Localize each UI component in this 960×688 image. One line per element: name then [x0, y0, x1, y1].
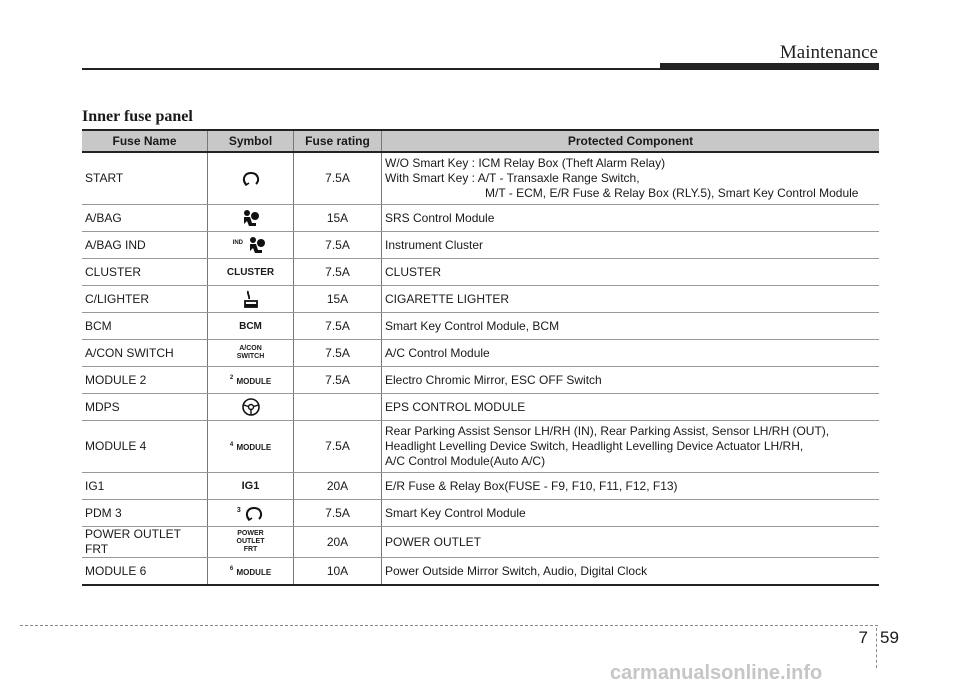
table-row [82, 152, 879, 205]
table-row [82, 527, 879, 558]
column-header: Fuse Name [82, 130, 208, 152]
protected-component: E/R Fuse & Relay Box(FUSE - F9, F10, F11, F12, F13) [382, 473, 880, 500]
symbol-label: MODULE [236, 567, 272, 577]
protected-component: Electro Chromic Mirror, ESC OFF Switch [382, 367, 880, 394]
symbol-label: BCM [239, 320, 262, 332]
fuse-rating: 7.5A [294, 232, 382, 259]
fuse-name: START [82, 152, 208, 205]
component-line: W/O Smart Key : ICM Relay Box (Theft Alarm Relay) [385, 156, 666, 170]
fuse-symbol [208, 500, 294, 527]
header-rule [82, 68, 662, 70]
symbol-label-stack [237, 345, 265, 361]
fuse-symbol [208, 394, 294, 421]
footer-divider [20, 625, 878, 626]
symbol-superscript: 4 [229, 441, 234, 448]
fuse-rating: 20A [294, 473, 382, 500]
fuse-name: MODULE 6 [82, 558, 208, 586]
fuse-rating: 10A [294, 558, 382, 586]
protected-component: CLUSTER [382, 259, 880, 286]
fuse-rating: 7.5A [294, 500, 382, 527]
fuse-symbol [208, 340, 294, 367]
table-row [82, 232, 879, 259]
protected-component: SRS Control Module [382, 205, 880, 232]
symbol-label-stack [237, 530, 265, 554]
fuse-symbol [208, 205, 294, 232]
fuse-symbol [208, 421, 294, 473]
symbol-superscript: 6 [229, 566, 234, 573]
start-key-icon [241, 170, 261, 188]
fuse-symbol [208, 527, 294, 558]
fuse-name: PDM 3 [82, 500, 208, 527]
symbol-label: MODULE [236, 376, 272, 386]
header-rule-thick [660, 63, 879, 70]
fuse-name: A/BAG [82, 205, 208, 232]
fuse-name: CLUSTER [82, 259, 208, 286]
fuse-rating: 7.5A [294, 367, 382, 394]
table-row [82, 367, 879, 394]
fuse-symbol [208, 152, 294, 205]
table-row [82, 421, 879, 473]
chapter-number: 7 [858, 628, 868, 647]
section-title: Inner fuse panel [82, 108, 193, 125]
symbol-superscript: 2 [229, 375, 234, 382]
fuse-name: BCM [82, 313, 208, 340]
symbol-label: CLUSTER [226, 266, 275, 278]
fuse-rating: 7.5A [294, 340, 382, 367]
watermark: carmanualsonline.info [610, 662, 823, 684]
column-header: Fuse rating [294, 130, 382, 152]
component-line: M/T - ECM, E/R Fuse & Relay Box (RLY.5), Smart Key Control Module [485, 186, 859, 200]
airbag-ind-icon [246, 236, 268, 254]
fuse-name: A/BAG IND [82, 232, 208, 259]
fuse-symbol [208, 313, 294, 340]
fuse-rating: 15A [294, 205, 382, 232]
column-header: Protected Component [382, 130, 880, 152]
fuse-symbol [208, 232, 294, 259]
fuse-name: A/CON SWITCH [82, 340, 208, 367]
fuse-rating: 7.5A [294, 152, 382, 205]
component-line: Rear Parking Assist Sensor LH/RH (IN), Rear Parking Assist, Sensor LH/RH (OUT), [385, 424, 830, 438]
table-row [82, 558, 879, 586]
start-key-icon [244, 505, 264, 523]
symbol-label: POWER [237, 530, 264, 537]
component-line: With Smart Key : A/T - Transaxle Range Switch, [385, 171, 640, 185]
symbol-label: A/CON [239, 345, 262, 352]
fuse-rating: 7.5A [294, 259, 382, 286]
airbag-icon [240, 209, 262, 227]
cigarette-lighter-icon [243, 289, 259, 309]
fuse-name: MODULE 4 [82, 421, 208, 473]
fuse-rating [294, 394, 382, 421]
steering-wheel-icon [241, 397, 261, 417]
fuse-table [82, 129, 879, 586]
protected-component [382, 421, 880, 473]
protected-component: Smart Key Control Module [382, 500, 880, 527]
symbol-label: SWITCH [236, 353, 265, 360]
component-line: Headlight Levelling Device Switch, Headlight Levelling Device Actuator LH/RH, [385, 439, 804, 453]
protected-component: A/C Control Module [382, 340, 880, 367]
header-title: Maintenance [779, 42, 878, 63]
table-row [82, 500, 879, 527]
symbol-label: IND [232, 240, 243, 246]
fuse-symbol [208, 259, 294, 286]
fuse-rating: 15A [294, 286, 382, 313]
symbol-label: IG1 [241, 479, 260, 492]
table-row [82, 286, 879, 313]
table-row [82, 205, 879, 232]
protected-component: Instrument Cluster [382, 232, 880, 259]
protected-component: POWER OUTLET [382, 527, 880, 558]
protected-component: Power Outside Mirror Switch, Audio, Digital Clock [382, 558, 880, 586]
protected-component: Smart Key Control Module, BCM [382, 313, 880, 340]
fuse-name: MDPS [82, 394, 208, 421]
symbol-superscript: 3 [236, 507, 241, 515]
fuse-rating: 7.5A [294, 313, 382, 340]
page-number-value: 59 [880, 628, 899, 647]
component-line: A/C Control Module(Auto A/C) [385, 454, 546, 468]
column-header: Symbol [208, 130, 294, 152]
table-row [82, 394, 879, 421]
table-row [82, 313, 879, 340]
fuse-name: C/LIGHTER [82, 286, 208, 313]
symbol-label: MODULE [236, 443, 272, 453]
protected-component: CIGARETTE LIGHTER [382, 286, 880, 313]
table-row [82, 473, 879, 500]
table-row [82, 340, 879, 367]
table-header-row [82, 130, 879, 152]
symbol-label: FRT [243, 546, 258, 553]
fuse-rating: 7.5A [294, 421, 382, 473]
symbol-label: OUTLET [236, 538, 265, 545]
fuse-name: IG1 [82, 473, 208, 500]
page-number [848, 628, 899, 648]
fuse-rating: 20A [294, 527, 382, 558]
fuse-symbol [208, 558, 294, 586]
table-row [82, 259, 879, 286]
fuse-name: POWER OUTLET FRT [82, 527, 208, 558]
protected-component: EPS CONTROL MODULE [382, 394, 880, 421]
fuse-symbol [208, 473, 294, 500]
fuse-name: MODULE 2 [82, 367, 208, 394]
fuse-symbol [208, 286, 294, 313]
protected-component [382, 152, 880, 205]
fuse-symbol [208, 367, 294, 394]
